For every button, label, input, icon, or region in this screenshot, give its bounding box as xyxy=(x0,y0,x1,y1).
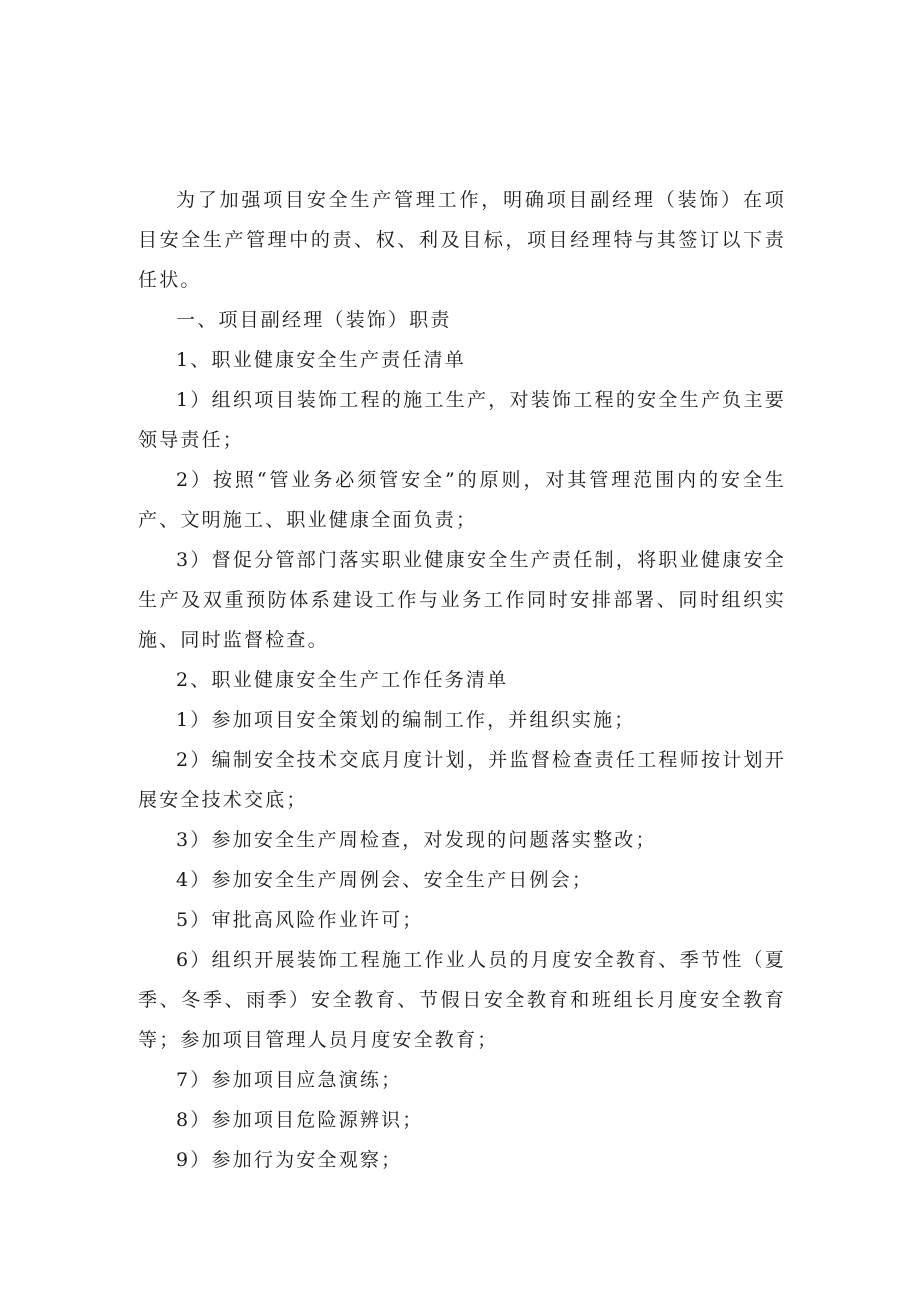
subsection-heading-task-list: 2、职业健康安全生产工作任务清单 xyxy=(176,669,509,691)
section-heading-duties: 一、项目副经理（装饰）职责 xyxy=(176,309,452,331)
list-item: 4）参加安全生产周例会、安全生产日例会； xyxy=(176,869,594,891)
list-item: 8）参加项目危险源辨识； xyxy=(176,1109,424,1131)
list-item: 6）组织开展装饰工程施工作业人员的月度安全教育、季节性（夏季、冬季、雨季）安全教育、节假日安全教育和班组长月度安全教育等；参加项目管理人员月度安全教育； xyxy=(138,949,786,1051)
list-item: 3）督促分管部门落实职业健康安全生产责任制，将职业健康安全生产及双重预防体系建设工作与业务工作同时安排部署、同时组织实施、同时监督检查。 xyxy=(138,549,786,651)
list-item: 2）按照“管业务必须管安全”的原则，对其管理范围内的安全生产、文明施工、职业健康全面负责； xyxy=(138,469,786,531)
list-item: 2）编制安全技术交底月度计划，并监督检查责任工程师按计划开展安全技术交底； xyxy=(138,749,786,811)
list-item: 9）参加行为安全观察； xyxy=(176,1149,403,1171)
subsection-heading-responsibility-list: 1、职业健康安全生产责任清单 xyxy=(176,349,466,371)
list-item: 1）参加项目安全策划的编制工作，并组织实施； xyxy=(176,709,636,731)
document-body xyxy=(138,180,786,1180)
intro-paragraph: 为了加强项目安全生产管理工作，明确项目副经理（装饰）在项目安全生产管理中的责、权、利及目标，项目经理特与其签订以下责任状。 xyxy=(138,189,786,291)
list-item: 7）参加项目应急演练； xyxy=(176,1069,403,1091)
list-item: 5）审批高风险作业许可； xyxy=(176,909,424,931)
list-item: 3）参加安全生产周检查，对发现的问题落实整改； xyxy=(176,829,657,851)
list-item: 1）组织项目装饰工程的施工生产，对装饰工程的安全生产负主要领导责任； xyxy=(138,389,786,451)
